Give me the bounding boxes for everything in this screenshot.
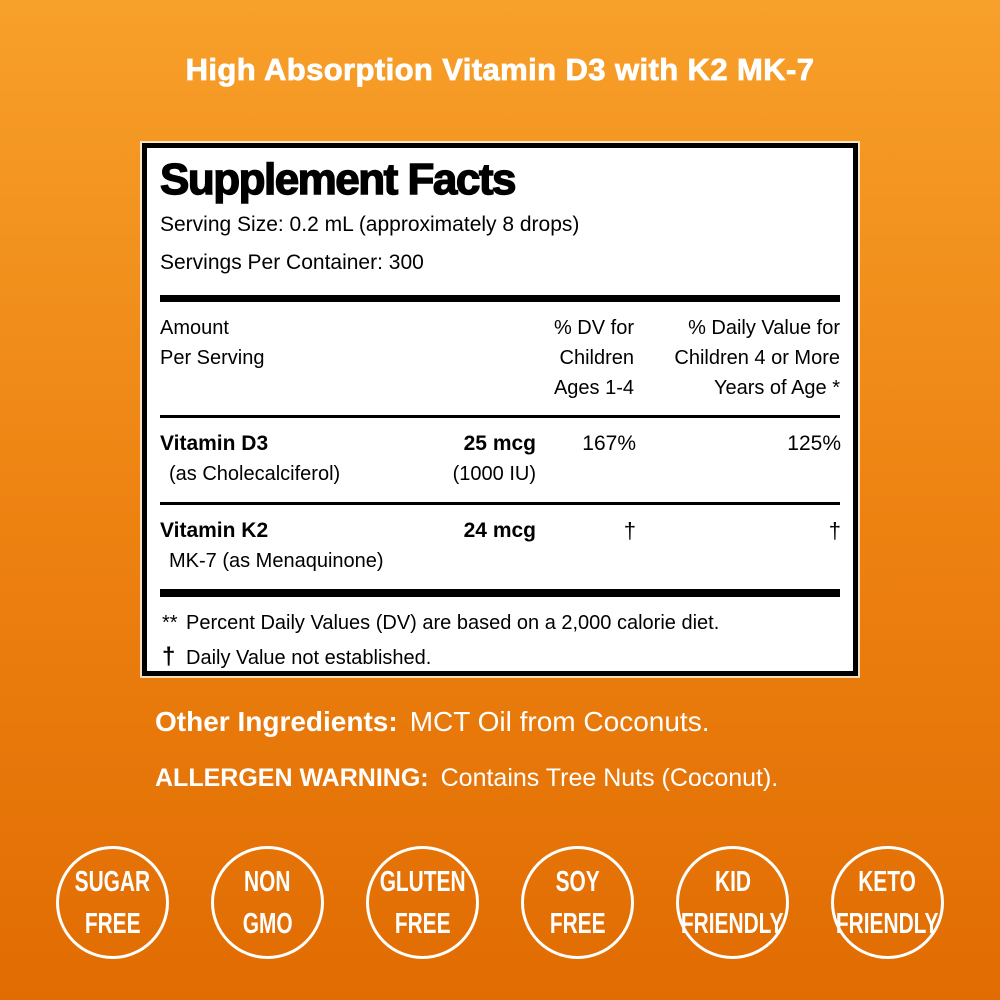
header-dv-children-4plus: % Daily Value for Children 4 or More Years of Age * <box>674 317 840 399</box>
nutrient-amount-iu: (1000 IU) <box>452 463 536 485</box>
supplement-facts-panel <box>142 143 858 676</box>
dv-4plus-value: 125% <box>787 432 841 455</box>
nutrient-amount: 25 mcg <box>463 432 536 455</box>
header-amount-per-serving: Amount Per Serving <box>160 317 265 369</box>
badge-kid-friendly: KID FRIENDLY <box>676 846 789 959</box>
nutrient-name: Vitamin K2 <box>160 519 269 542</box>
product-headline: High Absorption Vitamin D3 with K2 MK-7 <box>185 52 815 87</box>
servings-per-container: Servings Per Container: 300 <box>160 251 424 274</box>
badge-gluten-free: GLUTEN FREE <box>366 846 479 959</box>
footnote-dv-not-established: † Daily Value not established. <box>162 640 840 675</box>
badge-keto-friendly: KETO FRIENDLY <box>831 846 944 959</box>
badge-soy-free: SOY FREE <box>521 846 634 959</box>
nutrient-amount: 24 mcg <box>463 519 536 542</box>
separator-thick-top <box>160 295 840 302</box>
badge-sugar-free: SUGAR FREE <box>56 846 169 959</box>
nutrient-name: Vitamin D3 <box>160 432 269 455</box>
other-ingredients-label: Other Ingredients: <box>155 706 398 737</box>
dagger-symbol: † <box>162 643 176 670</box>
supplement-facts-title: Supplement Facts <box>160 155 515 204</box>
nutrient-form: (as Cholecalciferol) <box>169 463 341 485</box>
table-header <box>160 302 840 415</box>
header-dv-children-1-4: % DV for Children Ages 1-4 <box>553 317 634 399</box>
allergen-warning <box>155 764 955 793</box>
badge-row <box>0 846 1000 959</box>
footnote-daily-values: ** Percent Daily Values (DV) are based on a 2,000 calorie diet. <box>162 606 840 640</box>
table-row-vitamin-k2 <box>160 505 840 589</box>
allergen-warning-label: ALLERGEN WARNING: <box>155 764 429 792</box>
footnotes <box>160 597 840 675</box>
allergen-warning-text: Contains Tree Nuts (Coconut). <box>440 764 779 792</box>
badge-non-gmo: NON GMO <box>211 846 324 959</box>
other-ingredients <box>155 706 955 738</box>
dv-4plus-value: † <box>828 518 841 543</box>
other-ingredients-text: MCT Oil from Coconuts. <box>409 706 710 737</box>
dv-children-value: 167% <box>582 432 636 455</box>
serving-size: Serving Size: 0.2 mL (approximately 8 drops) <box>160 213 580 236</box>
separator-thick-bottom <box>160 589 840 597</box>
table-row-vitamin-d3 <box>160 418 840 502</box>
footnote-symbol: ** <box>162 612 178 634</box>
nutrient-form: MK-7 (as Menaquinone) <box>169 550 384 572</box>
dv-children-value: † <box>623 518 636 543</box>
